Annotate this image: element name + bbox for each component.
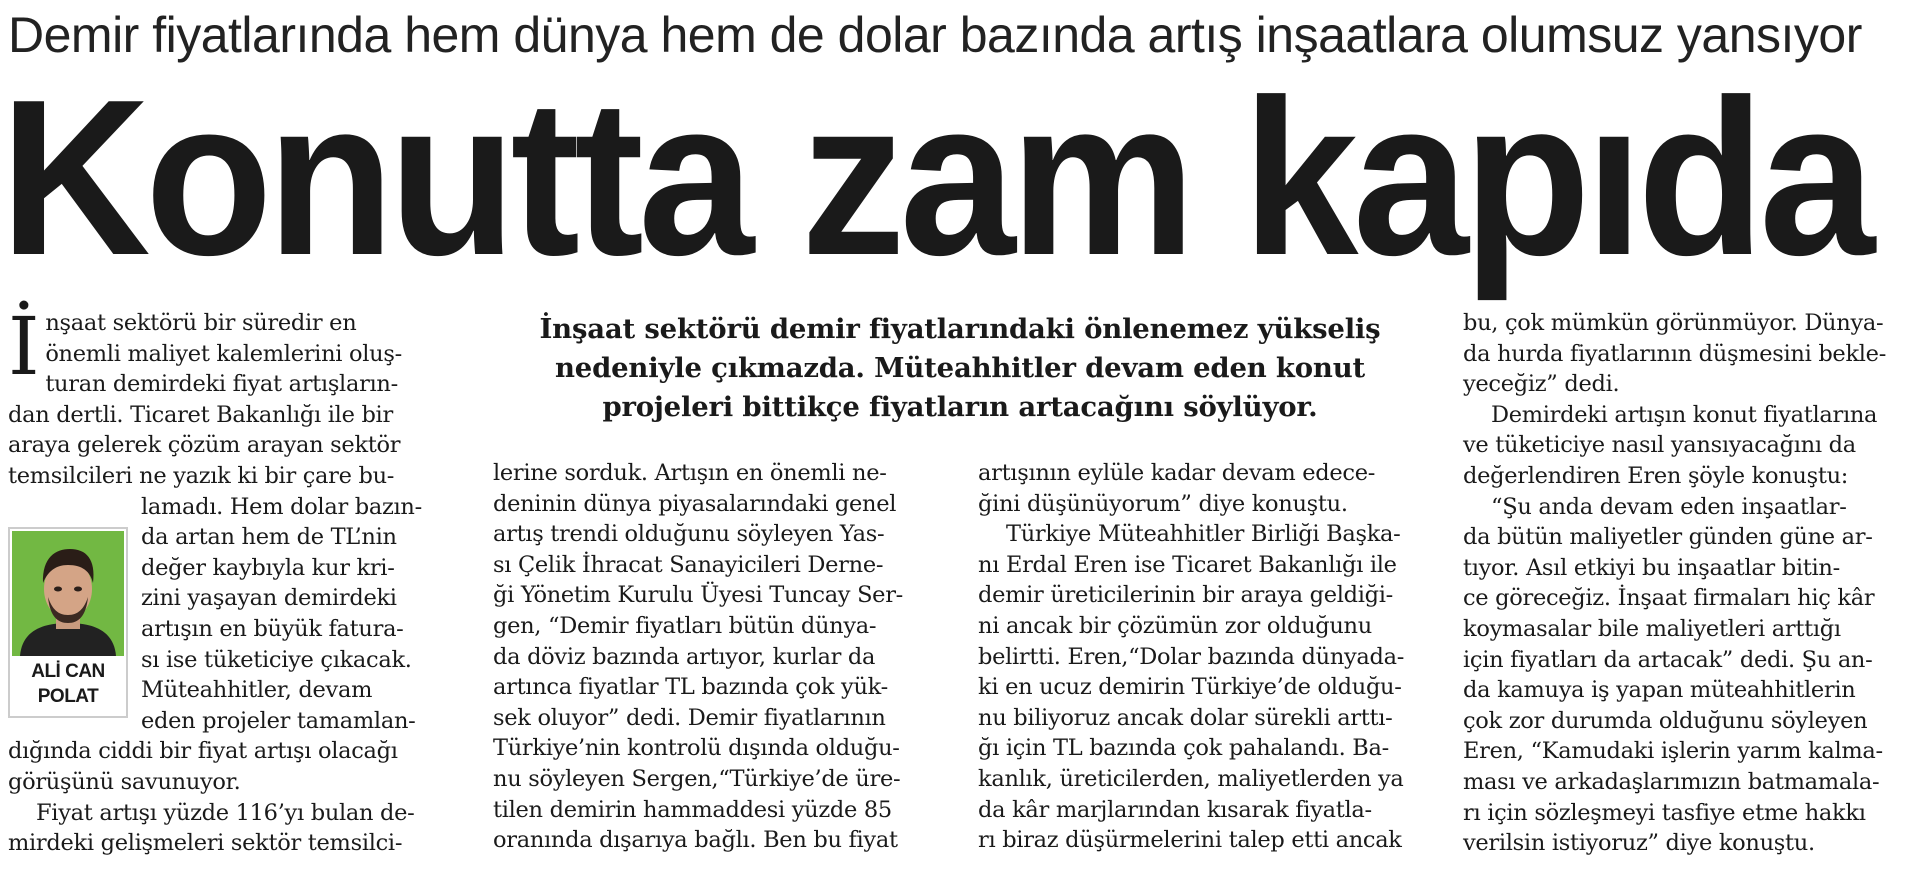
text-line: gen, “Demir fiyatları bütün dünya-: [493, 612, 877, 639]
text-line: turan demirdeki fiyat artışların-: [45, 371, 398, 398]
text-line: da kamuya iş yapan müteahhitlerin: [1463, 677, 1856, 704]
text-line: kanlık, üreticilerden, maliyetlerden ya: [978, 765, 1404, 792]
deck-line: nedeniyle çıkmazda. Müteahhitler devam eden konut: [555, 352, 1365, 384]
text-line: artışın en büyük fatura-: [141, 615, 404, 642]
text-line: Demirdeki artışın konut fiyatlarına: [1491, 401, 1878, 428]
text-line: oranında dışarıya bağlı. Ben bu fiyat: [493, 827, 898, 854]
text-line: bu, çok mümkün görünmüyor. Dünya-: [1463, 310, 1884, 336]
kicker-subheadline: Demir fiyatlarında hem dünya hem de dolar bazında artış inşaatlara olumsuz yansıyor: [8, 7, 1862, 63]
text-line: sı Çelik İhracat Sanayicileri Derne-: [493, 551, 884, 578]
text-line: eden projeler tamamlan-: [141, 707, 416, 734]
author-name-line: POLAT: [37, 686, 99, 707]
text-line: tilen demirin hammaddesi yüzde 85: [493, 796, 892, 823]
text-line: nşaat sektörü bir süredir en: [45, 310, 357, 336]
text-line: lerine sorduk. Artışın en önemli ne-: [493, 460, 887, 486]
text-line: Müteahhitler, devam: [141, 677, 373, 704]
text-line: belirtti. Eren,“Dolar bazında dünyada-: [978, 643, 1405, 670]
text-line: ğı için TL bazında çok pahalandı. Ba-: [978, 735, 1389, 762]
text-line: zini yaşayan demirdeki: [141, 585, 397, 612]
text-line: koymasalar bile maliyetleri arttığı: [1463, 615, 1841, 642]
text-line: artış trendi olduğunu söyleyen Yas-: [493, 521, 885, 548]
text-line: da kâr marjlarından kısarak fiyatla-: [978, 796, 1372, 823]
text-line: araya gelerek çözüm arayan sektör: [8, 432, 401, 459]
text-line: ki en ucuz demirin Türkiye’de olduğu-: [978, 674, 1402, 701]
deck-line: projeleri bittikçe fiyatların artacağını söylüyor.: [602, 391, 1318, 423]
text-line: tıyor. Asıl etkiyi bu inşaatlar bitin-: [1463, 554, 1840, 581]
author-name-line: ALİ CAN: [31, 661, 105, 682]
text-line: da döviz bazında artıyor, kurlar da: [493, 643, 876, 670]
text-line: dan dertli. Ticaret Bakanlığı ile bir: [8, 401, 393, 428]
article-column-4: [1463, 308, 1918, 859]
text-line: deninin dünya piyasalarındaki genel: [493, 490, 897, 517]
text-line: ni ancak bir çözümün zor olduğunu: [978, 612, 1372, 639]
text-line: sek oluyor” dedi. Demir fiyatlarının: [493, 704, 886, 731]
text-line: verilsin istiyoruz” diye konuştu.: [1463, 830, 1815, 857]
article-deck: [500, 310, 1420, 427]
text-line: değerlendiren Eren şöyle konuştu:: [1463, 462, 1849, 489]
text-line: nı Erdal Eren ise Ticaret Bakanlığı ile: [978, 551, 1397, 578]
main-headline: Konutta zam kapıda: [0, 54, 1870, 302]
text-line: rı için sözleşmeyi tasfiye etme hakkı: [1463, 799, 1866, 826]
text-line: rı biraz düşürmelerini talep etti ancak: [978, 827, 1402, 854]
text-line: nu biliyoruz ancak dolar sürekli arttı-: [978, 704, 1393, 731]
text-line: dığında ciddi bir fiyat artışı olacağı: [8, 738, 398, 765]
text-line: temsilcileri ne yazık ki bir çare bu-: [8, 462, 395, 489]
text-line: Eren, “Kamudaki işlerin yarım kalma-: [1463, 738, 1883, 765]
text-line: lamadı. Hem dolar bazın-: [141, 493, 422, 520]
text-line: ğini düşünüyorum” diye konuştu.: [978, 490, 1348, 517]
text-line: görüşünü savunuyor.: [8, 768, 241, 795]
text-line: ce göreceğiz. İnşaat firmaları hiç kâr: [1463, 585, 1875, 612]
text-line: Türkiye’nin kontrolü dışında olduğu-: [493, 735, 900, 762]
text-line: artınca fiyatlar TL bazında çok yük-: [493, 674, 888, 701]
article-column-1: [8, 300, 448, 859]
article-column-2: [493, 458, 933, 856]
drop-cap: İ: [8, 300, 40, 393]
text-line: ği Yönetim Kurulu Üyesi Tuncay Ser-: [493, 582, 903, 609]
text-line: için fiyatları da artacak” dedi. Şu an-: [1463, 646, 1873, 673]
text-line: Türkiye Müteahhitler Birliği Başka-: [1006, 521, 1401, 548]
text-line: ması ve arkadaşlarımızın batmamala-: [1463, 768, 1880, 795]
text-line: demir üreticilerinin bir araya geldiği-: [978, 582, 1393, 609]
text-line: artışının eylüle kadar devam edece-: [978, 460, 1376, 486]
text-line: da hurda fiyatlarının düşmesini bekle-: [1463, 340, 1886, 367]
deck-line: İnşaat sektörü demir fiyatlarındaki önlenemez yükseliş: [539, 313, 1381, 345]
text-line: Fiyat artışı yüzde 116’yı bulan de-: [36, 799, 415, 826]
text-line: “Şu anda devam eden inşaatlar-: [1491, 493, 1847, 520]
text-line: nu söyleyen Sergen,“Türkiye’de üre-: [493, 765, 901, 792]
text-line: sı ise tüketiciye çıkacak.: [141, 646, 412, 673]
text-line: da artan hem de TL’nin: [141, 524, 397, 551]
text-line: önemli maliyet kalemlerini oluş-: [45, 340, 402, 367]
text-line: mirdeki gelişmeleri sektör temsilci-: [8, 830, 403, 857]
text-line: ve tüketiciye nasıl yansıyacağını da: [1463, 432, 1856, 459]
text-line: değer kaybıyla kur kri-: [141, 554, 395, 581]
text-line: yeceğiz” dedi.: [1463, 371, 1620, 398]
article-column-3: [978, 458, 1418, 856]
text-line: da bütün maliyetler günden güne ar-: [1463, 524, 1873, 551]
text-line: çok zor durumda olduğunu söyleyen: [1463, 707, 1868, 734]
